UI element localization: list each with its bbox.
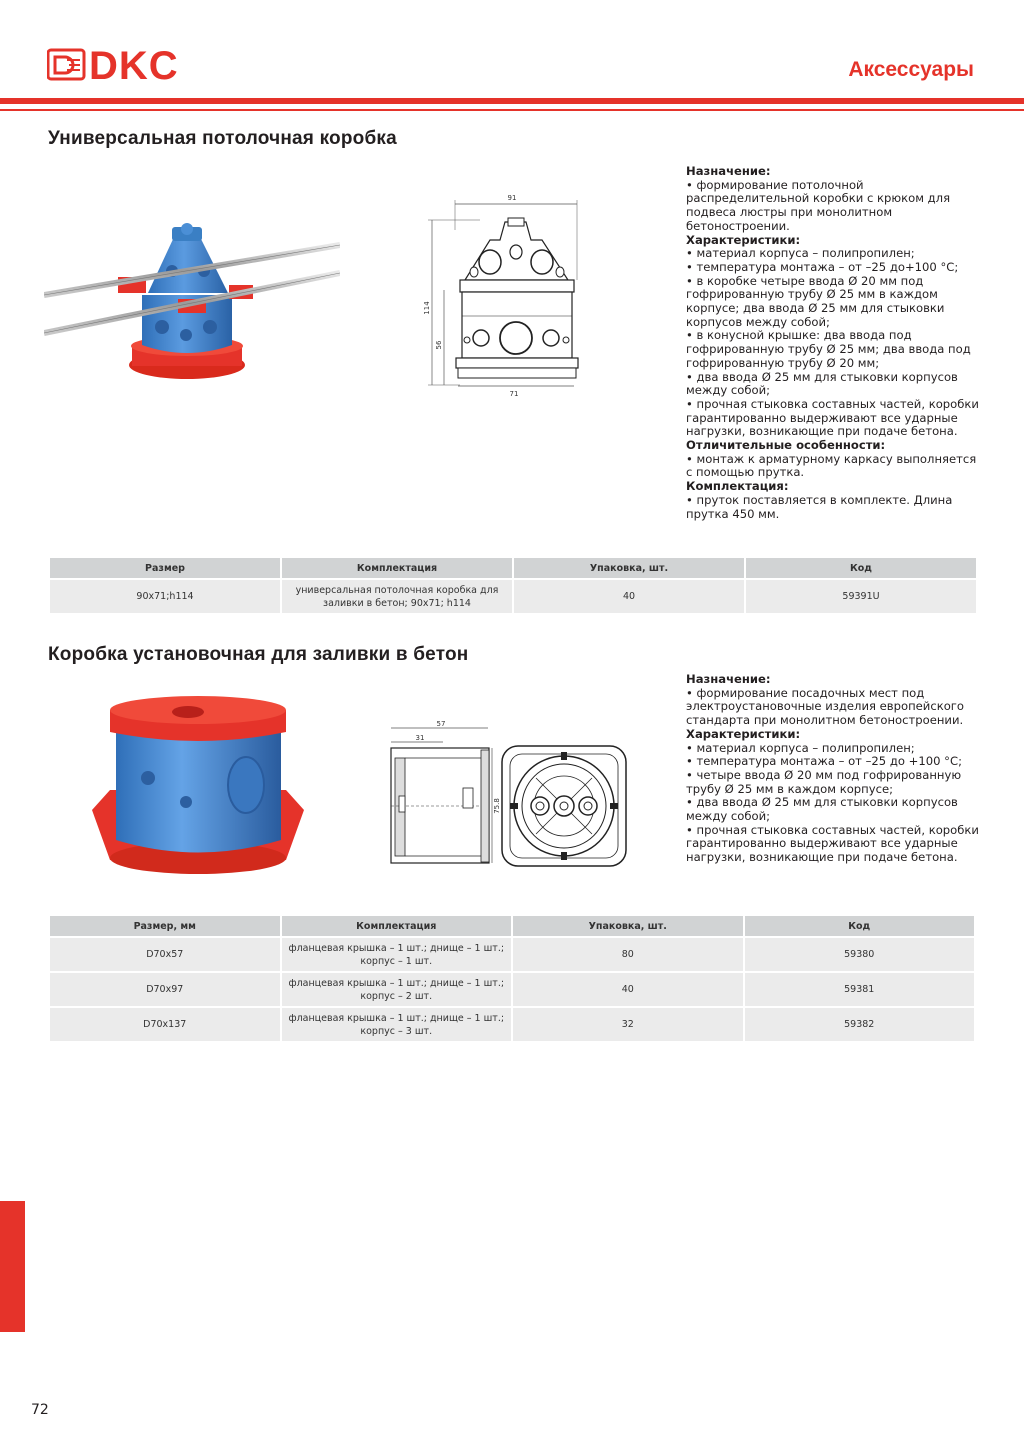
table-header-cell: Упаковка, шт. (513, 916, 743, 936)
table-row (50, 1008, 974, 1041)
product-2-table (48, 914, 976, 1043)
dim-height-body: 56 (435, 340, 443, 350)
section-label: Аксессуары (848, 58, 974, 81)
table-cell: D70x137 (50, 1008, 280, 1041)
table-row (50, 938, 974, 971)
description-heading: Комплектация: (686, 479, 789, 494)
logo-text: DKC (89, 46, 179, 84)
description-paragraph: • прочная стыковка составных частей, коробки гарантированно выдерживают все ударные нагрузки, возникающие при подаче бетона. (686, 822, 979, 865)
table-cell: фланцевая крышка – 1 шт.; днище – 1 шт.; корпус – 3 шт. (282, 1008, 512, 1041)
concrete-box-side-drawing (385, 718, 495, 868)
header-rule-thin (0, 109, 1024, 111)
description-paragraph: • температура монтажа – от –25 до +100 °С; (686, 754, 962, 769)
description-paragraph: • четыре ввода Ø 20 мм под гофрированную трубу Ø 25 мм в каждом корпусе; (686, 767, 962, 796)
description-paragraph: • прочная стыковка составных частей, коробки гарантированно выдерживают все ударные нагрузки, возникающие при подаче бетона. (686, 396, 979, 439)
description-paragraph: • монтаж к арматурному каркасу выполняется с помощью прутка. (686, 451, 977, 480)
table-header-cell: Комплектация (282, 558, 512, 578)
description-paragraph: • формирование потолочной распределительной коробки с крюком для подвеса люстры при монолитном бетоностроении. (686, 177, 951, 233)
product-2-title: Коробка установочная для заливки в бетон (48, 644, 469, 665)
ceiling-box-photo (44, 215, 340, 390)
product-1-table (48, 556, 978, 615)
product-1-title: Универсальная потолочная коробка (48, 128, 397, 149)
dim-width-top: 91 (507, 194, 517, 202)
table-cell: 59380 (745, 938, 975, 971)
dim-side-width: 57 (436, 720, 446, 728)
table-header-cell: Код (745, 916, 975, 936)
table-cell: 59382 (745, 1008, 975, 1041)
table-header-row (50, 558, 976, 578)
table-header-cell: Комплектация (282, 916, 512, 936)
table-cell: 40 (513, 973, 743, 1006)
description-heading: Отличительные особенности: (686, 438, 886, 453)
table-header-cell: Упаковка, шт. (514, 558, 744, 578)
table-cell: 90x71;h114 (50, 580, 280, 613)
description-paragraph: • в коробке четыре ввода Ø 20 мм под гофрированную трубу Ø 25 мм в каждом корпусе; два ввода Ø 25 мм для стыковки корпусов между собой; (686, 273, 945, 329)
description-paragraph: • два ввода Ø 25 мм для стыковки корпусов между собой; (686, 369, 958, 398)
table-cell: фланцевая крышка – 1 шт.; днище – 1 шт.; корпус – 1 шт. (282, 938, 512, 971)
dim-base: 71 (509, 390, 519, 398)
page-number: 72 (31, 1402, 49, 1418)
table-header-row (50, 916, 974, 936)
table-header-cell: Размер, мм (50, 916, 280, 936)
table-cell: 40 (514, 580, 744, 613)
concrete-box-top-drawing (486, 738, 636, 873)
description-paragraph: • материал корпуса – полипропилен; (686, 246, 915, 261)
header-rule-thick (0, 98, 1024, 104)
table-cell: D70x97 (50, 973, 280, 1006)
description-paragraph: • температура монтажа – от –25 до+100 °С; (686, 259, 959, 274)
product-2-description (686, 673, 981, 865)
table-cell: 59381 (745, 973, 975, 1006)
concrete-box-photo (86, 690, 311, 880)
table-header-cell: Код (746, 558, 976, 578)
dim-height-total: 114 (423, 301, 431, 315)
description-paragraph: • в конусной крышке: два ввода под гофрированную трубу Ø 25 мм; два ввода под гофрированную трубу Ø 20 мм; (686, 328, 971, 370)
description-paragraph: • два ввода Ø 25 мм для стыковки корпусов между собой; (686, 795, 958, 824)
table-cell: 32 (513, 1008, 743, 1041)
dim-side-inner: 31 (415, 734, 425, 742)
table-cell: 80 (513, 938, 743, 971)
table-cell: универсальная потолочная коробка для заливки в бетон; 90x71; h114 (282, 580, 512, 613)
table-row (50, 973, 974, 1006)
description-heading: Характеристики: (686, 726, 801, 741)
side-tab-marker (0, 1201, 25, 1332)
table-cell: фланцевая крышка – 1 шт.; днище – 1 шт.; корпус – 2 шт. (282, 973, 512, 1006)
dim-top-diameter: 75.8 (493, 798, 501, 814)
dkc-logo (47, 46, 237, 84)
table-row (50, 580, 976, 613)
description-paragraph: • пруток поставляется в комплекте. Длина прутка 450 мм. (686, 492, 953, 521)
product-1-description (686, 165, 986, 521)
description-heading: Характеристики: (686, 232, 801, 247)
description-paragraph: • материал корпуса – полипропилен; (686, 740, 915, 755)
table-cell: D70x57 (50, 938, 280, 971)
ceiling-box-drawing (420, 190, 585, 405)
table-header-cell: Размер (50, 558, 280, 578)
description-heading: Назначение: (686, 672, 771, 686)
description-paragraph: • формирование посадочных мест под электроустановочные изделия европейского стандарта при монолитном бетоностроении. (686, 685, 964, 728)
table-cell: 59391U (746, 580, 976, 613)
description-heading: Назначение: (686, 164, 771, 178)
